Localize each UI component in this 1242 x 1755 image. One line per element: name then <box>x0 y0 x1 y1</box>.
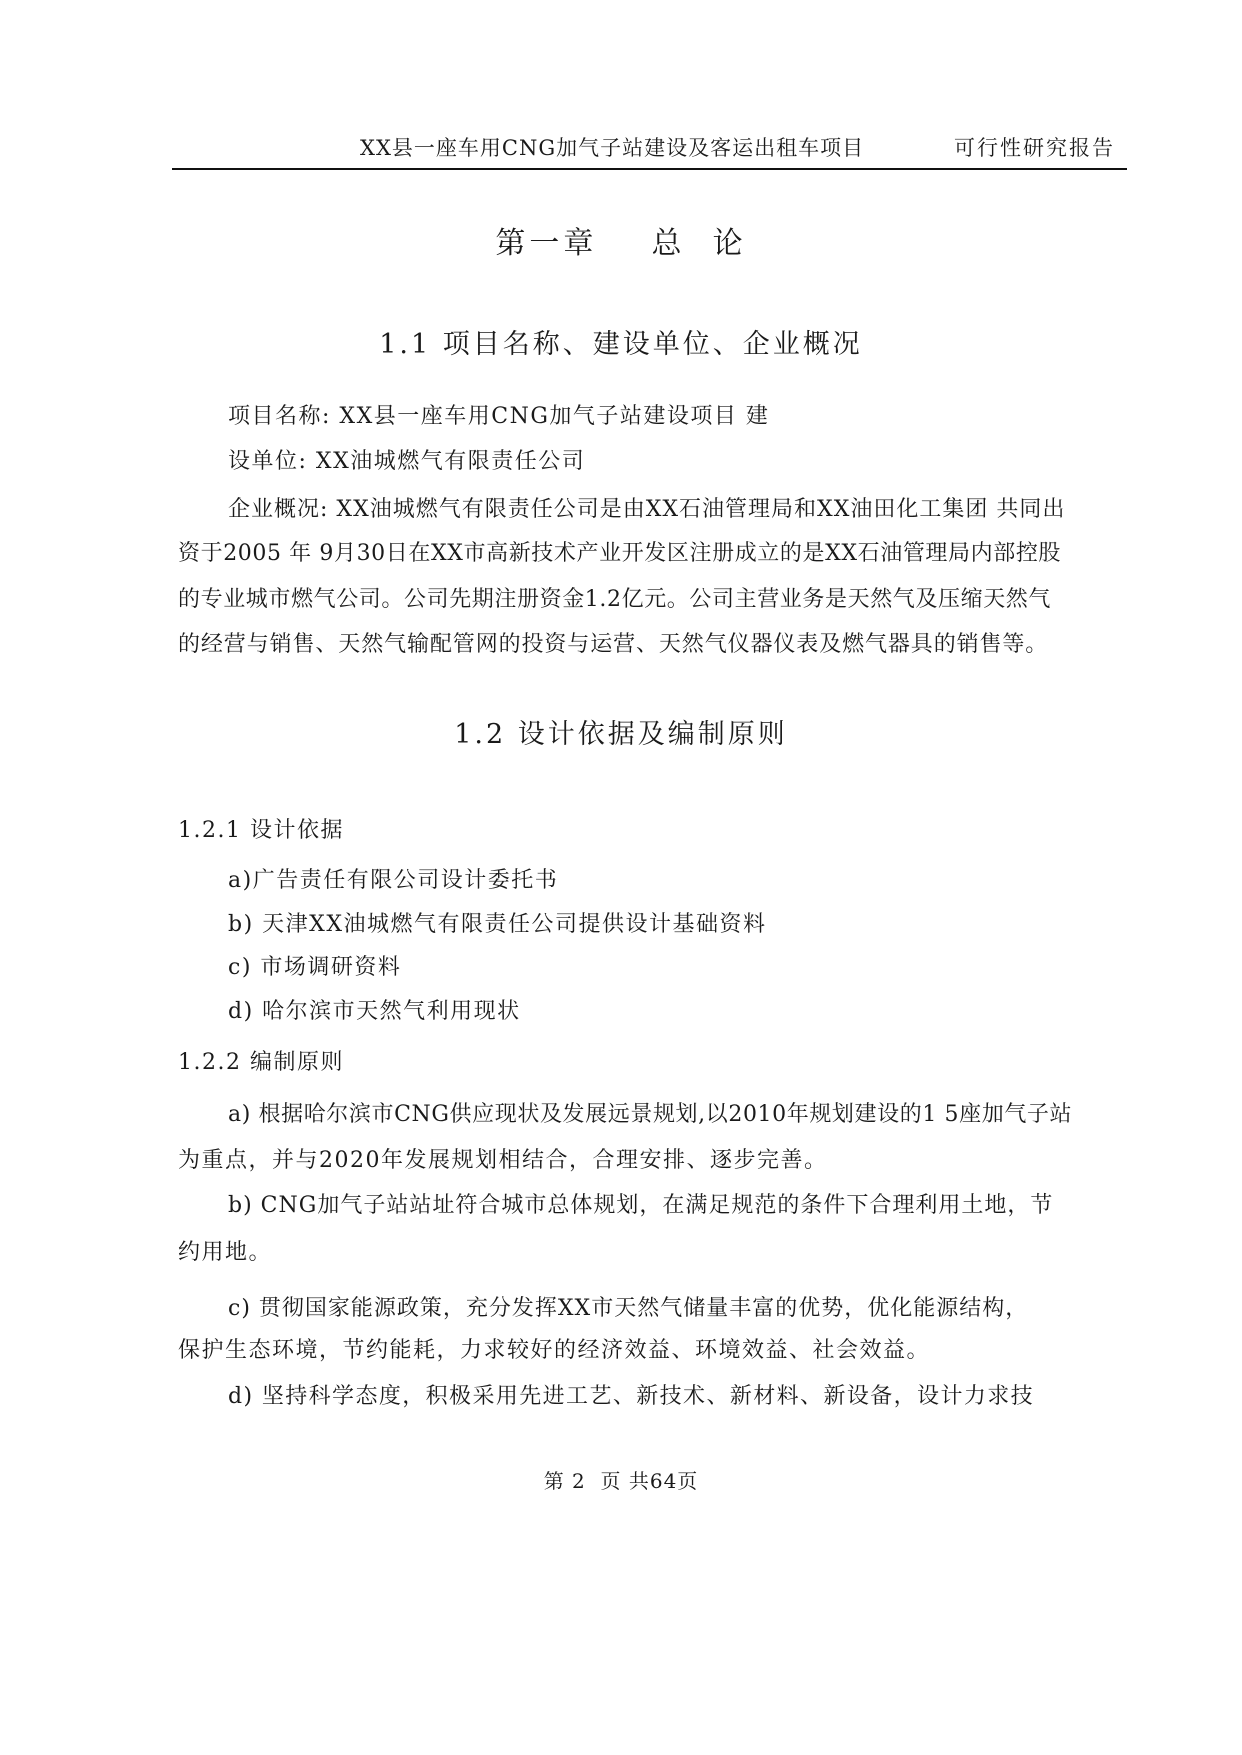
paragraph-line: 项目名称: XX县一座车用CNG加气子站建设项目 建 <box>228 404 770 429</box>
section-title-1-1: 1.1 项目名称、建设单位、企业概况 <box>379 329 863 360</box>
section-title-1-2: 1.2 设计依据及编制原则 <box>454 719 788 750</box>
header-report-type: 可行性研究报告 <box>954 136 1115 160</box>
list-item: c) 市场调研资料 <box>228 955 402 980</box>
chapter-title: 第一章 总 论 <box>495 226 747 261</box>
page-footer: 第 2 页 共64页 <box>543 1469 699 1493</box>
list-item: a)广告责任有限公司设计委托书 <box>228 868 559 893</box>
page-header <box>172 128 1127 170</box>
paragraph-line: 保护生态环境，节约能耗，力求较好的经济效益、环境效益、社会效益。 <box>178 1338 931 1363</box>
subsection-heading-1-2-2: 1.2.2 编制原则 <box>178 1050 344 1075</box>
paragraph-line: 的专业城市燃气公司。公司先期注册资金1.2亿元。公司主营业务是天然气及压缩天然气 <box>178 587 1051 612</box>
paragraph-line: 资于2005 年 9月30日在XX市高新技术产业开发区注册成立的是XX石油管理局内部控股 <box>178 541 1062 566</box>
header-project-title: XX县一座车用CNG加气子站建设及客运出租车项目 <box>360 136 865 160</box>
paragraph-line: a) 根据哈尔滨市CNG供应现状及发展远景规划,以2010年规划建设的1 5座加气子站 <box>228 1102 1073 1127</box>
paragraph-line: 企业概况: XX油城燃气有限责任公司是由XX石油管理局和XX油田化工集团 共同出 <box>228 497 1066 522</box>
paragraph-line: b) CNG加气子站站址符合城市总体规划，在满足规范的条件下合理利用土地，节 <box>228 1193 1054 1218</box>
paragraph-line: c) 贯彻国家能源政策，充分发挥XX市天然气储量丰富的优势，优化能源结构， <box>228 1296 1029 1321</box>
paragraph-line: 为重点，并与2020年发展规划相结合，合理安排、逐步完善。 <box>178 1148 828 1173</box>
paragraph-line: 的经营与销售、天然气输配管网的投资与运营、天然气仪器仪表及燃气器具的销售等。 <box>178 632 1049 657</box>
subsection-heading-1-2-1: 1.2.1 设计依据 <box>178 818 344 843</box>
list-item: b) 天津XX油城燃气有限责任公司提供设计基础资料 <box>228 912 767 937</box>
paragraph-line: 约用地。 <box>178 1240 273 1265</box>
paragraph-line: d) 坚持科学态度，积极采用先进工艺、新技术、新材料、新设备，设计力求技 <box>228 1384 1035 1409</box>
list-item: d) 哈尔滨市天然气利用现状 <box>228 999 521 1024</box>
paragraph-line: 设单位: XX油城燃气有限责任公司 <box>228 449 586 474</box>
